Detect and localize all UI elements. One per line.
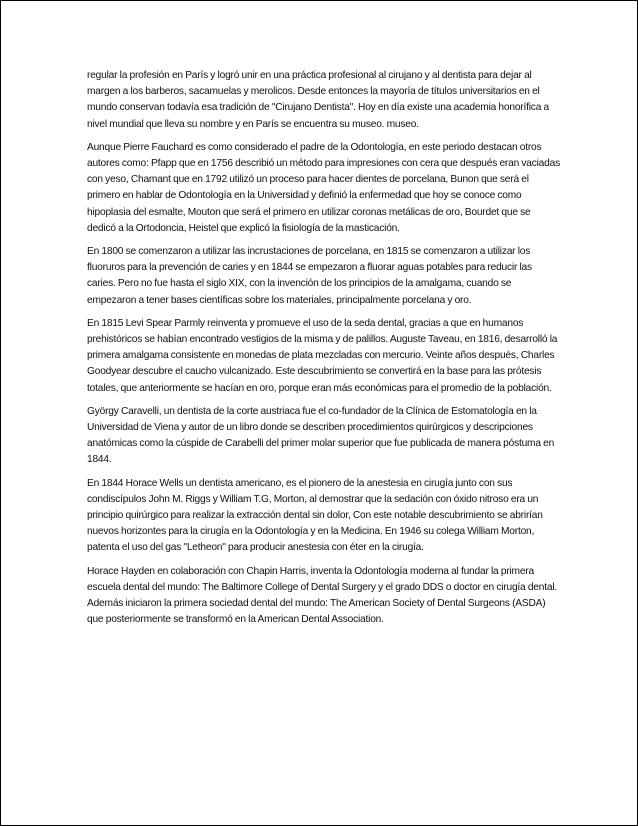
- paragraph-hayden-harris: Horace Hayden en colaboración con Chapin Harris, inventa la Odontología moderna al fundar la primera escuela dental del mundo: The Baltimore College of Dental Surgery y el grado DDS o doctor en cirugía dental. Además iniciaron la primera sociedad dental del mundo: The American Society of Dental Surgeons (ASDA) que posteriormente se transformó en la American Dental Association.: [87, 565, 558, 626]
- paragraph-18th-century-authors: Aunque Pierre Fauchard es como considerado el padre de la Odontología, en este periodo destacan otros autores como: Pfapp que en 1756 describió un método para impresiones con cera que después eran vaciadas con yeso, Chamant que en 1792 utilizó un proceso para hacer dientes de porcelana, Bunon que será el primero en hablar de Odontología en la Universidad y definió la enfermedad que hoy se conoce como hipoplasia del esmalte, Mouton que será el primero en utilizar coronas metálicas de oro, Bourdet que se dedicó a la Ortodoncia, Heistel que explicó la fisiología de la masticación.: [87, 141, 560, 234]
- paragraph-parmly-taveau-goodyear: En 1815 Levi Spear Parmly reinventa y promueve el uso de la seda dental, gracias a que en humanos prehistóricos se habían encontrado vestigios de la misma y de palillos. Auguste Taveau, en 1816, desarrolló la primera amalgama consistente en monedas de plata mezcladas con mercurio. Veinte años después, Charles Goodyear descubre el caucho vulcanizado. Este descubrimiento se convertirá en la base para las prótesis totales, que anteriormente se hacían en oro, porque eran más económicas para el promedio de la población.: [87, 317, 558, 394]
- paragraph-19th-century-materials: En 1800 se comenzaron a utilizar las incrustaciones de porcelana, en 1815 se comenzaron a utilizar los fluoruros para la prevención de caries y en 1844 se empezaron a fluorar aguas potables para reducir las caries. Pero no fue hasta el siglo XIX, con la invención de los principios de la amalgama, cuando se empezaron a tener bases científicas sobre los materiales, principalmente porcelana y oro.: [87, 246, 532, 306]
- document-body: [87, 68, 561, 636]
- paragraph-wells-anesthesia: En 1844 Horace Wells un dentista americano, es el pionero de la anestesia en cirugía junto con sus condiscípulos John M. Riggs y William T.G, Morton, al demostrar que la sedación con óxido nitroso era un principio quirúrgico para realizar la extracción dental sin dolor, Con este notable descubrimiento se abrirían nuevos horizontes para la cirugía en la Odontología y en la Medicina. En 1946 su colega William Morton, patenta el uso del gas "Letheon" para producir anestesia con éter en la cirugía.: [87, 477, 543, 554]
- paragraph-fauchard-legacy: regular la profesión en París y logró unir en una práctica profesional al cirujano y al dentista para dejar al margen a los barberos, sacamuelas y merolicos. Desde entonces la mayoría de títulos universitarios en el mundo conservan todavía esa tradición de "Cirujano Dentista". Hoy en día existe una academia honorífica a nivel mundial que lleva su nombre y en París se encuentra su museo. museo.: [87, 70, 549, 130]
- paragraph-caravelli: György Caravelli, un dentista de la corte austriaca fue el co-fundador de la Clínica de Estomatología en la Universidad de Viena y autor de un libro donde se describen procedimientos quirúrgicos y descripciones anatómicas como la cúspide de Carabelli del primer molar superior que fue publicada de manera póstuma en 1844.: [87, 405, 555, 466]
